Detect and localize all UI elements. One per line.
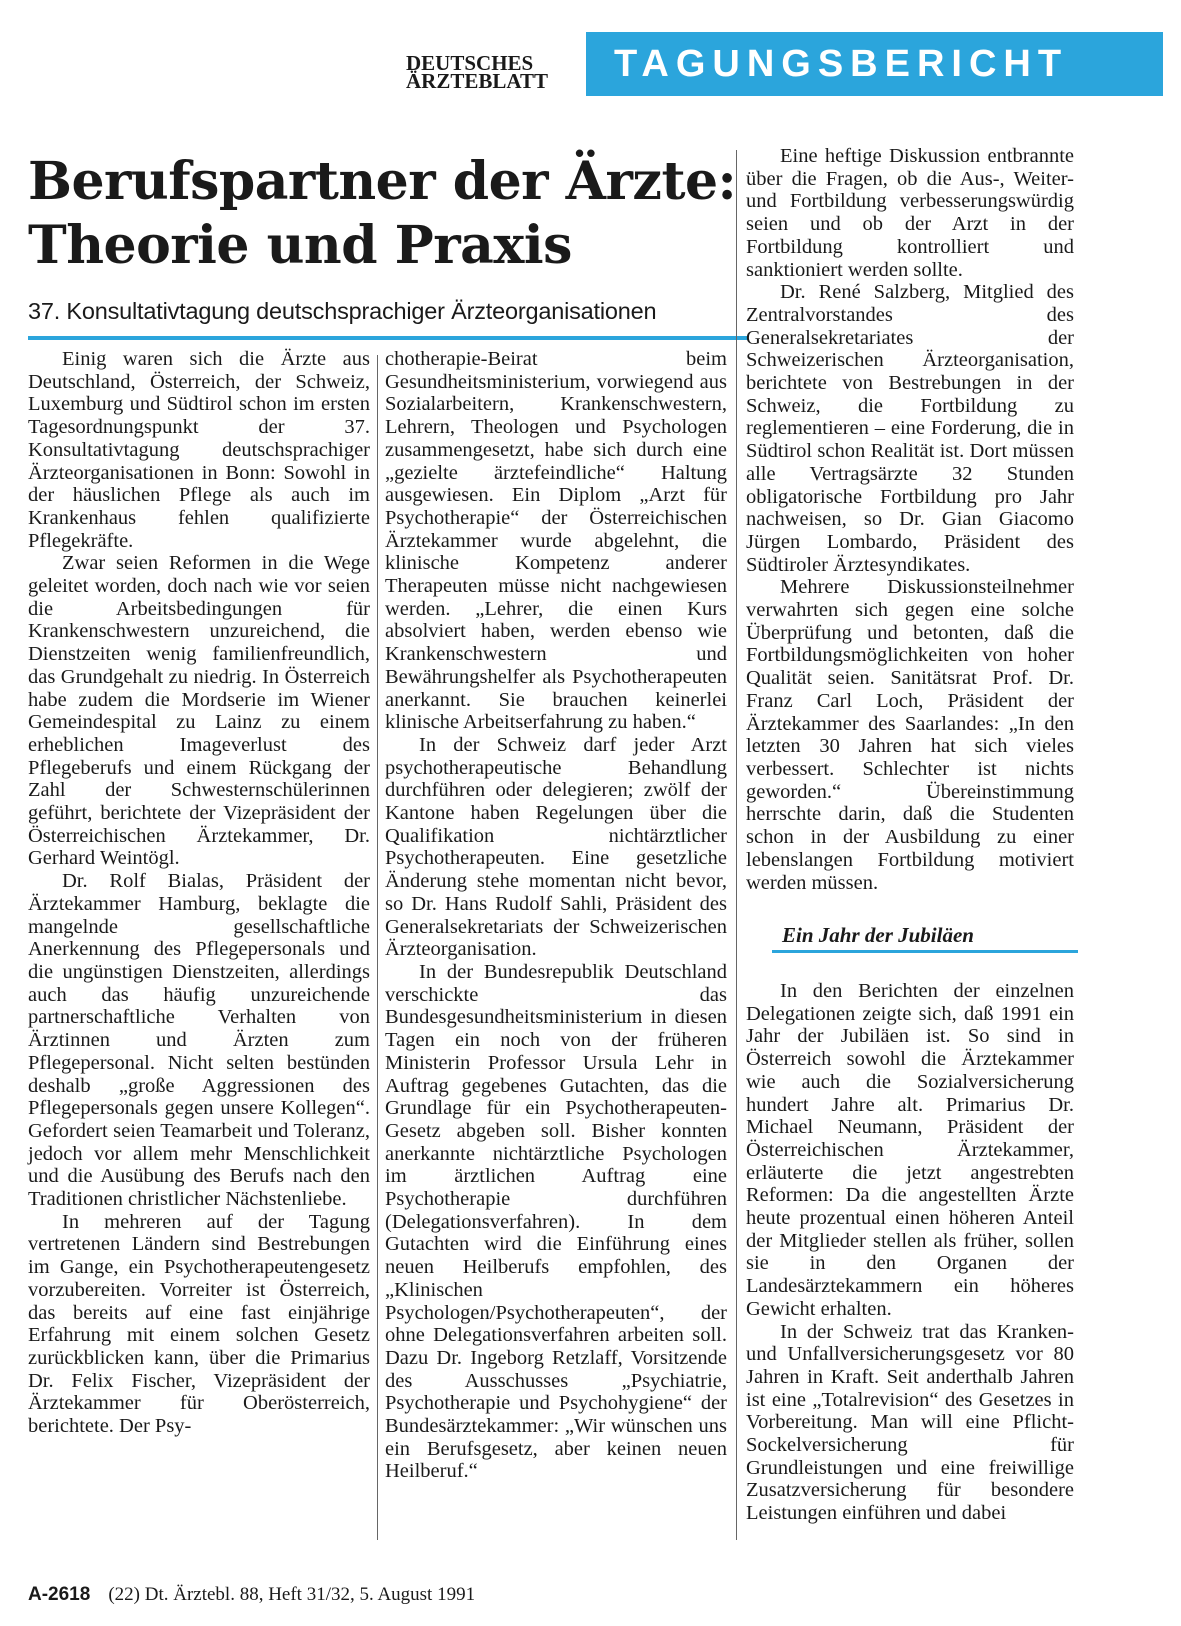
- paragraph: Eine heftige Diskussion entbrannte über die Fragen, ob die Aus-, Weiter- und Fortbildung verbesserungswürdig seien und ob der Arzt in der Fortbildung kontrolliert und sanktioniert werden sollte.: [746, 145, 1074, 281]
- column-divider-2: [736, 150, 737, 1540]
- page-footer: [28, 1583, 475, 1607]
- citation: (22) Dt. Ärztebl. 88, Heft 31/32, 5. August 1991: [108, 1584, 476, 1605]
- paragraph: chotherapie-Beirat beim Gesundheitsministerium, vorwiegend aus Sozialarbeitern, Krankenschwestern, Lehrern, Theologen und Psychologen zusammengesetzt, habe sich durch eine „gezielte ärztefeindliche“ Haltung ausgewiesen. Ein Diplom „Arzt für Psychotherapie“ der Österreichischen Ärztekammer wurde abgelehnt, die klinische Kompetenz anderer Therapeuten müsse nicht nachgewiesen werden. „Lehrer, die einen Kurs absolviert haben, werden ebenso wie Krankenschwestern und Bewährungshelfer als Psychotherapeuten anerkannt. Sie brauchen keinerlei klinische Arbeitserfahrung zu haben.“: [385, 348, 727, 734]
- masthead-logo: [406, 51, 548, 93]
- paragraph: Mehrere Diskussionsteilnehmer verwahrten sich gegen eine solche Überprüfung und betonten, daß die Fortbildungsmöglichkeiten von hoher Qualität seien. Sanitätsrat Prof. Dr. Franz Carl Loch, Präsident der Ärztekammer des Saarlandes: „In den letzten 30 Jahren hat sich vieles verbessert. Schlechter ist nichts geworden.“ Übereinstimmung herrschte darin, daß die Studenten schon in der Ausbildung zu einer lebenslangen Fortbildung motiviert werden müssen.: [746, 576, 1074, 894]
- masthead-line2: ÄRZTEBLATT: [406, 69, 548, 93]
- page-number: A-2618: [28, 1584, 91, 1605]
- title-line1: Berufspartner der Ärzte:: [28, 151, 737, 212]
- article-subtitle: 37. Konsultativtagung deutschsprachiger Ärzteorganisationen: [28, 298, 657, 324]
- column-3-top: [746, 145, 1074, 894]
- paragraph: Dr. René Salzberg, Mitglied des Zentralvorstandes des Generalsekretariates der Schweizerischen Ärzteorganisation, berichtete von Bestrebungen in der Schweiz, die Fortbildung zu reglementieren – eine Forderung, die in Südtirol schon Realität ist. Dort müssen alle Vertragsärzte 32 Stunden obligatorische Fortbildung pro Jahr nachweisen, so Dr. Gian Giacomo Jürgen Lombardo, Präsident des Südtiroler Ärztesyndikates.: [746, 281, 1074, 576]
- section-label: TAGUNGSBERICHT: [586, 32, 1163, 96]
- title-line2: Theorie und Praxis: [28, 215, 572, 276]
- paragraph: Zwar seien Reformen in die Wege geleitet worden, doch nach wie vor seien die Arbeitsbedingungen für Krankenschwestern unzureichend, die Dienstzeiten wenig familienfreundlich, das Grundgehalt zu niedrig. In Österreich habe zudem die Mordserie im Wiener Gemeindespital zu Lainz zu einem erheblichen Imageverlust des Pflegeberufs und einem Rückgang der Zahl der Schwesternschülerinnen geführt, berichtete der Vizepräsident der Österreichischen Ärztekammer, Dr. Gerhard Weintögl.: [28, 552, 370, 870]
- paragraph: In mehreren auf der Tagung vertretenen Ländern sind Bestrebungen im Gange, ein Psychotherapeutengesetz vorzubereiten. Vorreiter ist Österreich, das bereits auf eine fast einjährige Erfahrung mit einem solchen Gesetz zurückblicken kann, über die Primarius Dr. Felix Fischer, Vizepräsident der Ärztekammer für Oberösterreich, berichtete. Der Psy-: [28, 1210, 370, 1438]
- paragraph: Dr. Rolf Bialas, Präsident der Ärztekammer Hamburg, beklagte die mangelnde gesellschaftliche Anerkennung des Pflegepersonals und die ungünstigen Dienstzeiten, allerdings auch das häufig unzureichende partnerschaftliche Verhalten von Ärztinnen und Ärzten zum Pflegepersonal. Nicht selten bestünden deshalb „große Aggressionen des Pflegepersonals gegen unsere Kollegen“. Gefordert seien Teamarbeit und Toleranz, jedoch vor allem mehr Menschlichkeit und die Ausübung des Berufs nach den Traditionen christlicher Nächstenliebe.: [28, 870, 370, 1211]
- column-1: [28, 348, 370, 1438]
- column-3-bottom: [746, 980, 1074, 1525]
- masthead-line1: DEUTSCHES: [406, 51, 534, 75]
- paragraph: In den Berichten der einzelnen Delegationen zeigte sich, daß 1991 ein Jahr der Jubiläen ist. So sind in Österreich sowohl die Ärztekammer wie auch die Sozialversicherung hundert Jahre alt. Primarius Dr. Michael Neumann, Präsident der Österreichischen Ärztekammer, erläuterte die jetzt angestrebten Reformen: Da die angestellten Ärzte heute prozentual einen höheren Anteil der Mitglieder stellen als früher, sollen sie in den Organen der Landesärztekammern ein höheres Gewicht erhalten.: [746, 980, 1074, 1320]
- title-rule: [28, 336, 748, 340]
- paragraph: In der Schweiz darf jeder Arzt psychotherapeutische Behandlung durchführen oder delegieren; zwölf der Kantone haben Regelungen über die Qualifikation nichtärztlicher Psychotherapeuten. Eine gesetzliche Änderung stehe momentan nicht bevor, so Dr. Hans Rudolf Sahli, Präsident des Generalsekretariats der Schweizerischen Ärzteorganisation.: [385, 733, 727, 961]
- section-subheading: Ein Jahr der Jubiläen: [782, 923, 974, 947]
- subheading-rule: [772, 950, 1078, 953]
- column-divider-1: [377, 355, 378, 1540]
- column-2: [385, 348, 727, 1483]
- paragraph: In der Schweiz trat das Kranken- und Unfallversicherungsgesetz vor 80 Jahren in Kraft. Seit anderthalb Jahren ist eine „Totalrevision“ des Gesetzes in Vorbereitung. Man will eine Pflicht-Sockelversicherung für Grundleistungen und eine freiwillige Zusatzversicherung für besondere Leistungen einführen und dabei: [746, 1320, 1074, 1525]
- paragraph: In der Bundesrepublik Deutschland verschickte das Bundesgesundheitsministerium in diesen Tagen ein noch von der früheren Ministerin Professor Ursula Lehr in Auftrag gegebenes Gutachten, das die Grundlage für ein Psychotherapeuten-Gesetz abgeben soll. Bisher konnten anerkannte nichtärztliche Psychologen im ärztlichen Auftrag eine Psychotherapie durchführen (Delegationsverfahren). In dem Gutachten wird die Einführung eines neuen Heilberufs empfohlen, des „Klinischen Psychologen/Psychotherapeuten“, der ohne Delegationsverfahren arbeiten soll. Dazu Dr. Ingeborg Retzlaff, Vorsitzende des Ausschusses „Psychiatrie, Psychotherapie und Psychohygiene“ der Bundesärztekammer: „Wir wünschen uns ein Berufsgesetz, aber keinen neuen Heilberuf.“: [385, 960, 727, 1483]
- article-title: [28, 150, 758, 278]
- paragraph: Einig waren sich die Ärzte aus Deutschland, Österreich, der Schweiz, Luxemburg und Südtirol schon im ersten Tagesordnungspunkt der 37. Konsultativtagung deutschsprachiger Ärzteorganisationen in Bonn: Sowohl in der häuslichen Pflege als auch im Krankenhaus fehlen qualifizierte Pflegekräfte.: [28, 348, 370, 552]
